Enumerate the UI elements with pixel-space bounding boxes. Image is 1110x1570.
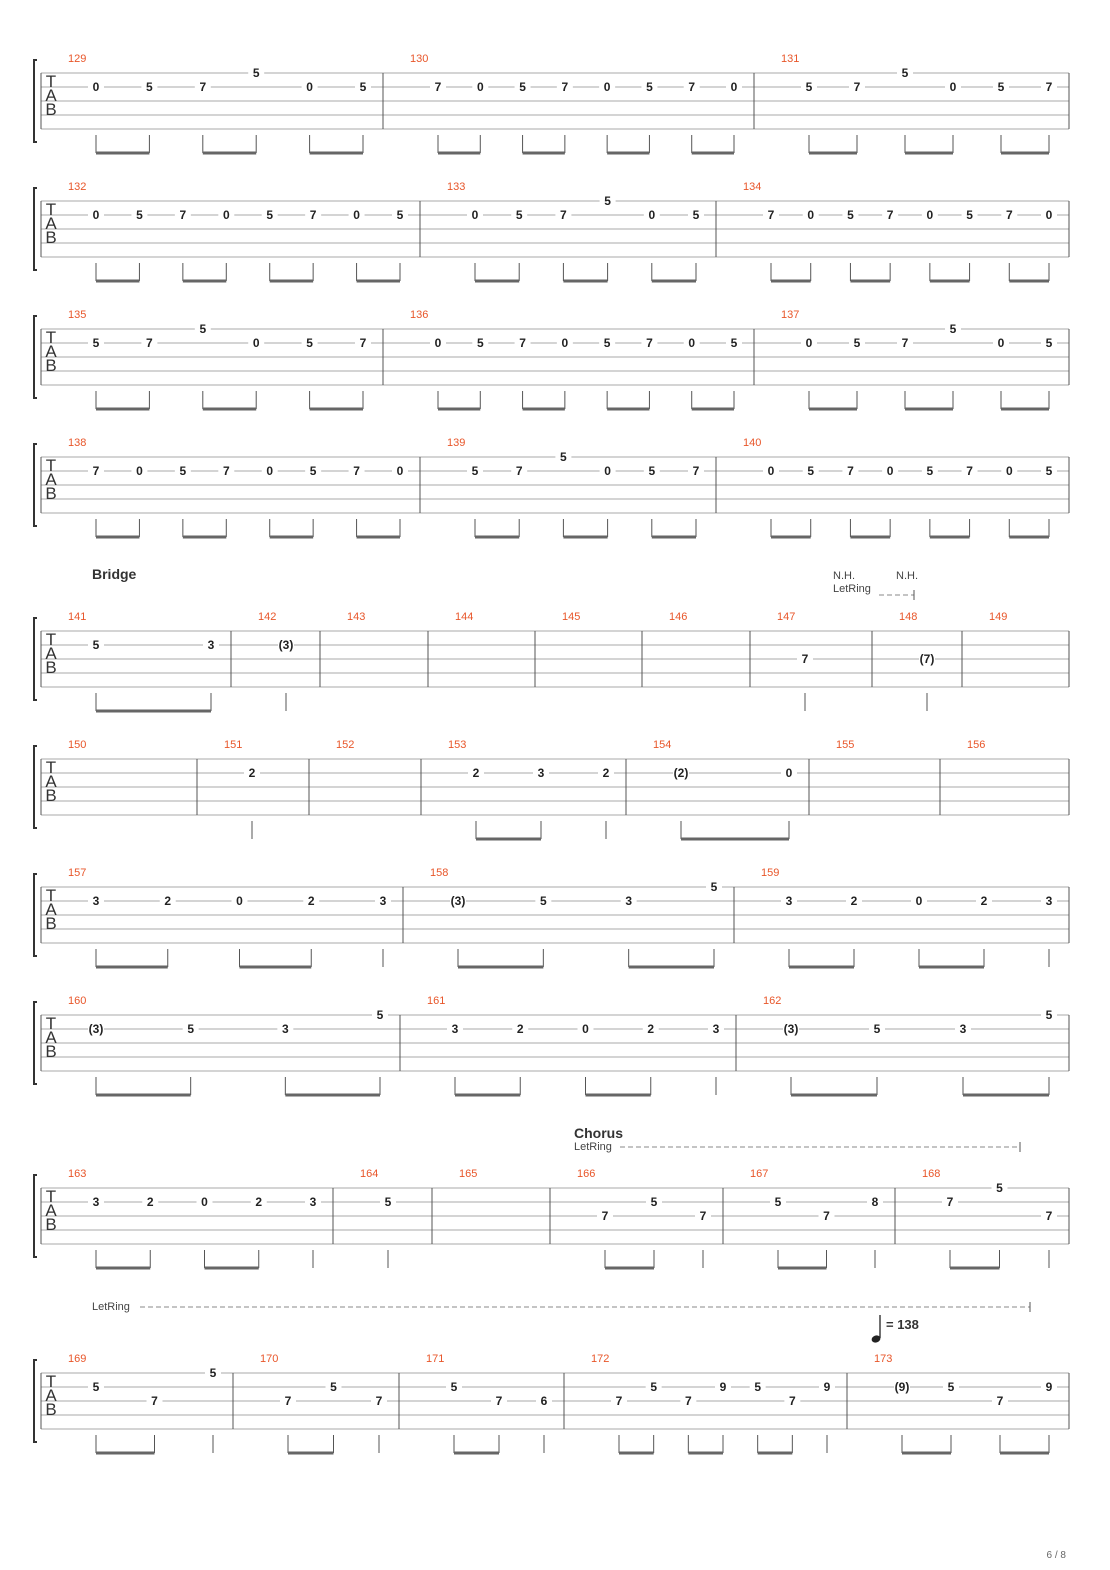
fret-number: 0 bbox=[353, 208, 360, 222]
fret-number: 5 bbox=[92, 336, 100, 350]
system-bracket bbox=[34, 1002, 37, 1084]
measure-number: 137 bbox=[781, 309, 800, 321]
annotation-text: LetRing bbox=[92, 1301, 130, 1313]
fret-number: 7 bbox=[788, 1394, 796, 1408]
fret-number: 5 bbox=[209, 1366, 217, 1380]
fret-number: 5 bbox=[648, 464, 656, 478]
fret-number: 7 bbox=[1005, 208, 1013, 222]
fret-number: 5 bbox=[330, 1380, 337, 1394]
fret-number: 5 bbox=[650, 1380, 658, 1394]
measure-number: 164 bbox=[360, 1168, 379, 1180]
fret-number: (7) bbox=[919, 652, 935, 666]
fret-number: 5 bbox=[692, 208, 700, 222]
tab-clef-letter: B bbox=[45, 1400, 57, 1419]
fret-number: 5 bbox=[179, 464, 187, 478]
measure-number: 159 bbox=[761, 867, 780, 879]
fret-number: 5 bbox=[947, 1380, 955, 1394]
measure-number: 173 bbox=[874, 1353, 893, 1365]
fret-number: 5 bbox=[396, 208, 404, 222]
fret-number: 9 bbox=[1045, 1380, 1053, 1394]
fret-number: 0 bbox=[222, 208, 230, 222]
fret-number: 5 bbox=[774, 1195, 782, 1209]
fret-number: 0 bbox=[648, 208, 656, 222]
measure-number: 135 bbox=[68, 309, 87, 321]
measure-number: 156 bbox=[967, 739, 986, 751]
fret-number: 2 bbox=[602, 766, 610, 780]
tab-clef-letter: T bbox=[45, 72, 57, 91]
fret-number: 7 bbox=[1045, 1209, 1053, 1223]
fret-number: 0 bbox=[92, 80, 100, 94]
fret-number: (9) bbox=[894, 1380, 910, 1394]
annotation-text: LetRing bbox=[574, 1141, 612, 1153]
fret-number: 0 bbox=[92, 208, 100, 222]
fret-number: 5 bbox=[754, 1380, 762, 1394]
fret-number: 0 bbox=[688, 336, 696, 350]
fret-number: 2 bbox=[472, 766, 480, 780]
tab-clef-letter: B bbox=[45, 100, 57, 119]
fret-number: 7 bbox=[199, 80, 207, 94]
fret-number: 2 bbox=[146, 1195, 154, 1209]
system-bracket bbox=[34, 1360, 37, 1442]
fret-number: 0 bbox=[582, 1022, 589, 1036]
system-bracket bbox=[34, 746, 37, 828]
fret-number: 3 bbox=[625, 894, 633, 908]
tab-clef-letter: T bbox=[45, 200, 57, 219]
fret-number: 5 bbox=[471, 464, 479, 478]
measure-number: 134 bbox=[743, 181, 762, 193]
fret-number: 0 bbox=[767, 464, 775, 478]
tab-clef-letter: B bbox=[45, 658, 57, 677]
measure-number: 139 bbox=[447, 437, 466, 449]
tab-clef-letter: A bbox=[45, 342, 57, 361]
fret-number: 3 bbox=[281, 1022, 289, 1036]
measure-number: 152 bbox=[336, 739, 355, 751]
fret-number: 0 bbox=[136, 464, 143, 478]
tab-clef-letter: B bbox=[45, 786, 57, 805]
tab-clef-letter: A bbox=[45, 1386, 57, 1405]
fret-number: 2 bbox=[307, 894, 315, 908]
tab-clef-letter: B bbox=[45, 1215, 57, 1234]
measure-number: 131 bbox=[781, 53, 800, 65]
annotation-text: N.H. bbox=[896, 570, 918, 582]
fret-number: 0 bbox=[561, 336, 569, 350]
measure-number: 162 bbox=[763, 995, 782, 1007]
fret-number: 3 bbox=[379, 894, 387, 908]
measure-number: 143 bbox=[347, 611, 366, 623]
tempo-value: = 138 bbox=[886, 1317, 919, 1332]
fret-number: 3 bbox=[785, 894, 793, 908]
fret-number: 0 bbox=[434, 336, 442, 350]
measure-number: 170 bbox=[260, 1353, 279, 1365]
tab-clef-letter: A bbox=[45, 1028, 57, 1047]
tab-clef-letter: T bbox=[45, 1014, 57, 1033]
tab-clef-letter: A bbox=[45, 86, 57, 105]
fret-number: 0 bbox=[915, 894, 923, 908]
measure-number: 146 bbox=[669, 611, 688, 623]
measure-number: 147 bbox=[777, 611, 796, 623]
fret-number: 0 bbox=[604, 464, 611, 478]
annotation-text: N.H. bbox=[833, 570, 855, 582]
fret-number: 5 bbox=[476, 336, 484, 350]
system-bracket bbox=[34, 1175, 37, 1257]
fret-number: 5 bbox=[92, 1380, 100, 1394]
fret-number: 3 bbox=[207, 638, 215, 652]
measure-number: 145 bbox=[562, 611, 581, 623]
tab-clef-letter: B bbox=[45, 228, 57, 247]
fret-number: 5 bbox=[92, 638, 100, 652]
fret-number: 0 bbox=[266, 464, 274, 478]
fret-number: 0 bbox=[805, 336, 813, 350]
fret-number: 5 bbox=[805, 80, 813, 94]
fret-number: 3 bbox=[712, 1022, 720, 1036]
measure-number: 161 bbox=[427, 995, 446, 1007]
tab-clef-letter: A bbox=[45, 1201, 57, 1220]
measure-number: 136 bbox=[410, 309, 429, 321]
fret-number: 5 bbox=[966, 208, 973, 222]
fret-number: 0 bbox=[252, 336, 260, 350]
tab-system bbox=[34, 1168, 1069, 1268]
fret-number: 7 bbox=[222, 464, 230, 478]
measure-number: 138 bbox=[68, 437, 87, 449]
fret-number: 7 bbox=[151, 1394, 158, 1408]
fret-number: 5 bbox=[187, 1022, 195, 1036]
tab-clef-letter: B bbox=[45, 484, 57, 503]
fret-number: 0 bbox=[997, 336, 1005, 350]
fret-number: 5 bbox=[1045, 336, 1053, 350]
fret-number: 3 bbox=[1045, 894, 1053, 908]
measure-number: 151 bbox=[224, 739, 243, 751]
tab-clef-letter: T bbox=[45, 886, 57, 905]
fret-number: 6 bbox=[540, 1394, 548, 1408]
fret-number: 5 bbox=[807, 464, 815, 478]
tab-clef-letter: A bbox=[45, 772, 57, 791]
tab-clef-letter: T bbox=[45, 1372, 57, 1391]
fret-number: 5 bbox=[646, 80, 653, 94]
measure-number: 165 bbox=[459, 1168, 478, 1180]
fret-number: 5 bbox=[539, 894, 547, 908]
fret-number: 5 bbox=[450, 1380, 458, 1394]
fret-number: 0 bbox=[201, 1195, 208, 1209]
fret-number: 7 bbox=[853, 80, 861, 94]
tab-clef-letter: B bbox=[45, 914, 57, 933]
fret-number: 5 bbox=[650, 1195, 658, 1209]
fret-number: 7 bbox=[560, 208, 567, 222]
fret-number: 3 bbox=[959, 1022, 967, 1036]
fret-number: 3 bbox=[537, 766, 545, 780]
fret-number: 0 bbox=[476, 80, 484, 94]
fret-number: 5 bbox=[730, 336, 738, 350]
tab-clef-letter: A bbox=[45, 644, 57, 663]
fret-number: 5 bbox=[519, 80, 526, 94]
fret-number: 0 bbox=[471, 208, 479, 222]
tab-system bbox=[34, 739, 1069, 839]
system-bracket bbox=[34, 618, 37, 700]
fret-number: 0 bbox=[603, 80, 611, 94]
fret-number: 7 bbox=[699, 1209, 707, 1223]
fret-number: 7 bbox=[946, 1195, 954, 1209]
measure-number: 166 bbox=[577, 1168, 596, 1180]
fret-number: 7 bbox=[966, 464, 973, 478]
fret-number: 5 bbox=[949, 322, 957, 336]
fret-number: 3 bbox=[92, 1195, 100, 1209]
fret-number: (3) bbox=[450, 894, 466, 908]
fret-number: 7 bbox=[359, 336, 367, 350]
fret-number: 0 bbox=[236, 894, 243, 908]
quarter-note-icon bbox=[871, 1315, 882, 1344]
fret-number: 7 bbox=[1045, 80, 1053, 94]
measure-number: 149 bbox=[989, 611, 1008, 623]
measure-number: 129 bbox=[68, 53, 87, 65]
tab-clef-letter: T bbox=[45, 1187, 57, 1206]
tab-clef-letter: T bbox=[45, 630, 57, 649]
fret-number: 7 bbox=[801, 652, 809, 666]
fret-number: 5 bbox=[560, 450, 567, 464]
fret-number: 7 bbox=[901, 336, 909, 350]
fret-number: 5 bbox=[1045, 464, 1053, 478]
fret-number: 0 bbox=[785, 766, 793, 780]
section-label: Chorus bbox=[574, 1125, 623, 1141]
tab-clef-letter: A bbox=[45, 470, 57, 489]
fret-number: 2 bbox=[850, 894, 858, 908]
fret-number: 5 bbox=[146, 80, 153, 94]
fret-number: 5 bbox=[199, 322, 207, 336]
fret-number: 7 bbox=[375, 1394, 383, 1408]
measure-number: 157 bbox=[68, 867, 87, 879]
measure-number: 142 bbox=[258, 611, 277, 623]
system-bracket bbox=[34, 188, 37, 270]
fret-number: 5 bbox=[306, 336, 313, 350]
fret-number: 5 bbox=[853, 336, 861, 350]
measure-number: 140 bbox=[743, 437, 762, 449]
fret-number: 5 bbox=[384, 1195, 392, 1209]
fret-number: 2 bbox=[516, 1022, 524, 1036]
fret-number: 7 bbox=[615, 1394, 623, 1408]
fret-number: 5 bbox=[847, 208, 854, 222]
fret-number: 7 bbox=[179, 208, 187, 222]
tab-system bbox=[34, 309, 1069, 409]
fret-number: 0 bbox=[886, 464, 894, 478]
fret-number: 0 bbox=[306, 80, 313, 94]
fret-number: 0 bbox=[949, 80, 957, 94]
fret-number: 7 bbox=[823, 1209, 830, 1223]
fret-number: 7 bbox=[692, 464, 700, 478]
fret-number: 5 bbox=[710, 880, 718, 894]
fret-number: 5 bbox=[1045, 1008, 1053, 1022]
fret-number: 7 bbox=[353, 464, 360, 478]
fret-number: (3) bbox=[783, 1022, 799, 1036]
fret-number: 2 bbox=[647, 1022, 655, 1036]
measure-number: 155 bbox=[836, 739, 855, 751]
tab-system bbox=[34, 181, 1069, 281]
fret-number: 7 bbox=[684, 1394, 692, 1408]
page-number: 6 / 8 bbox=[1046, 1550, 1066, 1561]
tab-clef-letter: T bbox=[45, 758, 57, 777]
tab-system bbox=[34, 867, 1069, 967]
tab-clef-letter: B bbox=[45, 1042, 57, 1061]
system-bracket bbox=[34, 60, 37, 142]
fret-number: 5 bbox=[359, 80, 367, 94]
section-label: Bridge bbox=[92, 566, 137, 582]
fret-number: 7 bbox=[309, 208, 317, 222]
fret-number: 2 bbox=[248, 766, 256, 780]
tab-clef-letter: B bbox=[45, 356, 57, 375]
fret-number: 0 bbox=[1005, 464, 1013, 478]
fret-number: 3 bbox=[451, 1022, 459, 1036]
measure-number: 168 bbox=[922, 1168, 941, 1180]
fret-number: 7 bbox=[92, 464, 100, 478]
fret-number: 0 bbox=[396, 464, 404, 478]
fret-number: 5 bbox=[604, 194, 611, 208]
tab-system bbox=[34, 995, 1069, 1095]
measure-number: 154 bbox=[653, 739, 672, 751]
fret-number: 5 bbox=[873, 1022, 881, 1036]
fret-number: 7 bbox=[434, 80, 442, 94]
tab-clef-letter: T bbox=[45, 456, 57, 475]
fret-number: 7 bbox=[515, 464, 523, 478]
fret-number: 5 bbox=[603, 336, 611, 350]
fret-number: 7 bbox=[996, 1394, 1004, 1408]
fret-number: 5 bbox=[997, 80, 1005, 94]
fret-number: 5 bbox=[926, 464, 934, 478]
fret-number: 7 bbox=[284, 1394, 292, 1408]
fret-number: 0 bbox=[807, 208, 815, 222]
fret-number: 7 bbox=[646, 336, 653, 350]
fret-number: 2 bbox=[980, 894, 988, 908]
fret-number: 5 bbox=[266, 208, 274, 222]
fret-number: 2 bbox=[164, 894, 172, 908]
measure-number: 132 bbox=[68, 181, 87, 193]
tab-system bbox=[34, 1353, 1069, 1453]
measure-number: 150 bbox=[68, 739, 87, 751]
fret-number: (2) bbox=[673, 766, 689, 780]
fret-number: 5 bbox=[996, 1181, 1003, 1195]
fret-number: 9 bbox=[823, 1380, 831, 1394]
fret-number: 0 bbox=[926, 208, 934, 222]
fret-number: 3 bbox=[309, 1195, 317, 1209]
fret-number: 7 bbox=[561, 80, 569, 94]
tab-system bbox=[34, 437, 1069, 537]
fret-number: 7 bbox=[601, 1209, 609, 1223]
measure-number: 169 bbox=[68, 1353, 87, 1365]
fret-number: 7 bbox=[847, 464, 854, 478]
tab-system bbox=[34, 611, 1069, 711]
fret-number: 5 bbox=[309, 464, 317, 478]
measure-number: 172 bbox=[591, 1353, 610, 1365]
fret-number: 0 bbox=[730, 80, 738, 94]
fret-number: 5 bbox=[515, 208, 523, 222]
fret-number: 3 bbox=[92, 894, 100, 908]
measure-number: 167 bbox=[750, 1168, 769, 1180]
fret-number: 5 bbox=[136, 208, 143, 222]
tab-clef-letter: A bbox=[45, 214, 57, 233]
fret-number: 5 bbox=[901, 66, 909, 80]
measure-number: 130 bbox=[410, 53, 429, 65]
system-bracket bbox=[34, 316, 37, 398]
fret-number: 7 bbox=[519, 336, 526, 350]
measure-number: 148 bbox=[899, 611, 918, 623]
tab-clef-letter: T bbox=[45, 328, 57, 347]
fret-number: 5 bbox=[376, 1008, 384, 1022]
fret-number: (3) bbox=[278, 638, 294, 652]
measure-number: 163 bbox=[68, 1168, 87, 1180]
fret-number: (3) bbox=[88, 1022, 104, 1036]
fret-number: 7 bbox=[886, 208, 894, 222]
measure-number: 160 bbox=[68, 995, 87, 1007]
measure-number: 171 bbox=[426, 1353, 445, 1365]
system-bracket bbox=[34, 444, 37, 526]
measure-number: 144 bbox=[455, 611, 474, 623]
system-bracket bbox=[34, 874, 37, 956]
tab-system bbox=[34, 53, 1069, 153]
fret-number: 8 bbox=[871, 1195, 879, 1209]
fret-number: 0 bbox=[1045, 208, 1053, 222]
annotation-text: LetRing bbox=[833, 583, 871, 595]
measure-number: 141 bbox=[68, 611, 87, 623]
fret-number: 7 bbox=[767, 208, 775, 222]
measure-number: 133 bbox=[447, 181, 466, 193]
measure-number: 153 bbox=[448, 739, 467, 751]
measure-number: 158 bbox=[430, 867, 449, 879]
fret-number: 7 bbox=[146, 336, 153, 350]
fret-number: 5 bbox=[252, 66, 260, 80]
tab-clef-letter: A bbox=[45, 900, 57, 919]
fret-number: 9 bbox=[719, 1380, 727, 1394]
fret-number: 2 bbox=[255, 1195, 263, 1209]
fret-number: 7 bbox=[688, 80, 696, 94]
fret-number: 7 bbox=[495, 1394, 503, 1408]
